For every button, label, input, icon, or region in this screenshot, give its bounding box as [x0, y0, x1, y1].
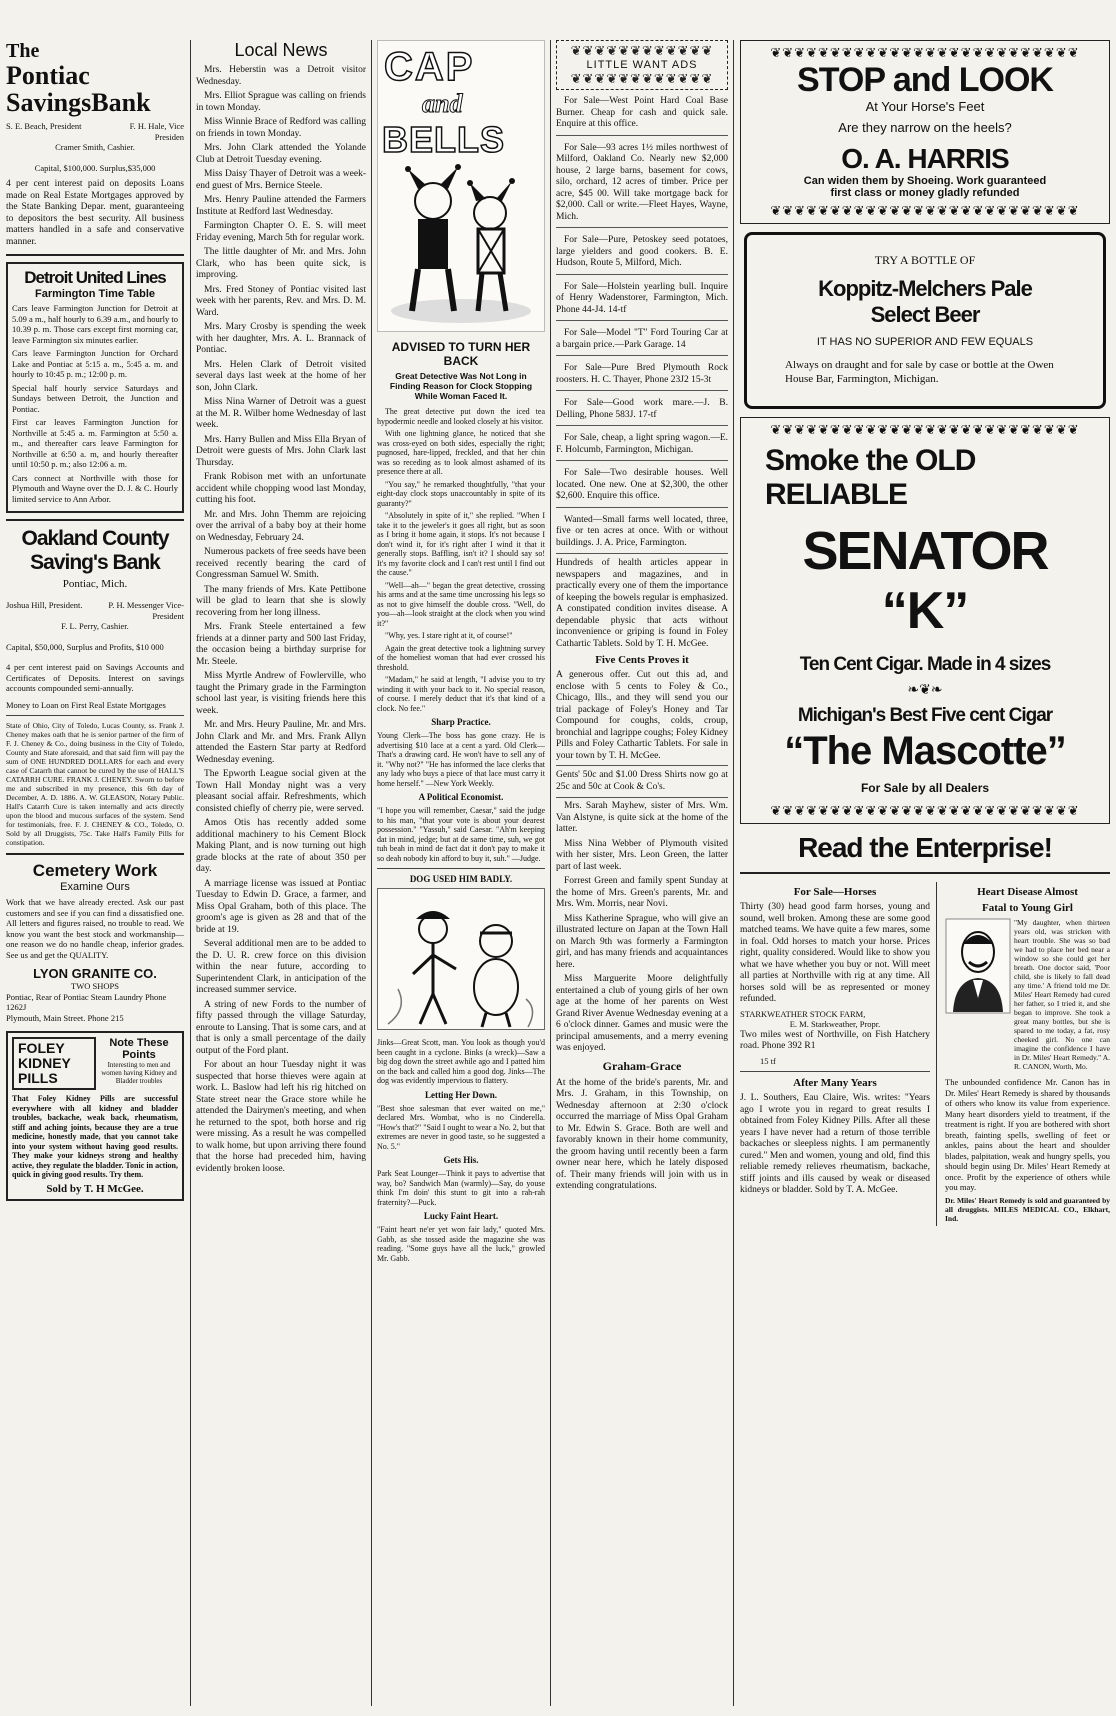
social-item: Mrs. Sarah Mayhew, sister of Mrs. Wm. Van Alstyne, is quite sick at the home of the latter.	[556, 801, 728, 834]
social-item: Miss Nina Webber of Plymouth visited with her sister, Mrs. Leon Green, the latter part of last week.	[556, 838, 728, 872]
want-ad: For Sale—Pure, Petoskey seed potatoes, large yielders and good cookers. B. E. Hudson, Route 5, Milford, Mich.	[556, 231, 728, 275]
cartoon-illustration	[377, 888, 545, 1030]
story-paragraph: The great detective put down the iced tea hypodermic needle and looked closely at his visitor.	[377, 407, 545, 426]
political-title: A Political Economist.	[418, 792, 504, 802]
want-ad: For Sale—Good work mare.—J. B. Delling, Phone 583J. 17-tf	[556, 394, 728, 426]
local-news-item: Mrs. Frank Steele entertained a few friends at a dinner party and 500 last Friday, the occasion being a birthday surprise for Mr. Steele.	[196, 622, 366, 667]
foley-sold-by: Sold by T. H McGee.	[46, 1182, 144, 1195]
story-paragraph: Again the great detective took a lightning survey of the homeliest woman that had ever crossed his threshold.	[377, 643, 545, 672]
farm-code: 15 tf	[760, 1055, 776, 1066]
want-ad: For Sale—Pure Bred Plymouth Rock roosters. H. C. Thayer, Phone 23J2 15-3t	[556, 359, 728, 391]
local-news-item: Numerous packets of free seeds have been received recently bearing the card of Congressman Samuel W. Smith.	[196, 547, 366, 580]
masthead-cap: CAP	[384, 45, 475, 89]
harris-question: Are they narrow on the heels?	[838, 120, 1012, 135]
beer-try: TRY A BOTTLE OF	[874, 253, 976, 267]
local-news-item: Mrs. John Clark attended the Yolande Club at Detroit Tuesday evening.	[196, 143, 366, 165]
local-news-item: Mrs. Heberstin was a Detroit visitor Wednesday.	[196, 65, 366, 87]
story-paragraph: "You say," he remarked thoughtfully, "that your eight-day clock stops unaccountably in spite of its guaranty?"	[377, 479, 545, 508]
harris-line-2: first class or money gladly refunded	[830, 187, 1020, 199]
cartoon-title: DOG USED HIM BADLY.	[409, 874, 513, 884]
bank-body: 4 per cent interest paid on deposits Loans made on Real Estate Mortgages approved by the State Banking Depar. ment, guaranteeing to depositors the best security. All business matters handled in a safe and conservative manner.	[6, 179, 184, 247]
want-ads-header	[556, 40, 728, 90]
cemetery-body: Work that we have already erected. Ask our past customers and see if you can find a dissatisfied one. All letters and figures raised, no trouble to read. We know you want the best stock and workmanship—one reason we do no handle cheap, inferior grades. See us and get the QUALITY.	[6, 897, 184, 960]
want-ad: For Sale—West Point Hard Coal Base Burner. Cheap for cash and quick sale. Enquire at this office.	[556, 92, 728, 136]
column-3	[377, 40, 545, 1706]
ocsb-title-1: Oakland County	[21, 527, 169, 550]
story-paragraph: "Madam," he said at length, "I advise you to try winding it with your back to it. No special reason, of course. I merely deduct that it's that kind of a clock. No fee."	[377, 675, 545, 713]
heart-title-1: Heart Disease Almost	[977, 886, 1078, 898]
oakland-county-savings-bank-ad	[6, 527, 184, 710]
detroit-united-lines-ad	[6, 262, 184, 513]
local-news-item: Mrs. Henry Pauline attended the Farmers Institute at Redford last Wednesday.	[196, 195, 366, 217]
social-item: Forrest Green and family spent Sunday at the home of Mrs. Green's parents, Mr. and Mrs. Wm. Morris, near Novi.	[556, 876, 728, 909]
farm-location: Two miles west of Northville, on Fish Hatchery road. Phone 392 R1	[740, 1029, 930, 1051]
social-item: Miss Marguerite Moore delightfully entertained a club of young girls of her own age at the home of her parents on West Grand River Avenue Wednesday evening at a 6 o'clock dinner. Games and music were the principal amusements, and a merry evening was enjoyed.	[556, 974, 728, 1053]
lyon-granite-name: LYON GRANITE CO.	[33, 966, 157, 981]
local-news-title: Local News	[234, 40, 328, 60]
dul-para: Cars connect at Northville with those for Plymouth and Wayne over the D. J. & C. Hourly limited service to Ann Arbor.	[12, 472, 178, 504]
local-news-item: Miss Myrtle Andrew of Fowlerville, who taught the Primary grade in the Farmington school last year, is visiting friends here this week.	[196, 671, 366, 716]
border-ornament: ❦❦❦❦❦❦❦❦❦❦❦❦❦❦❦❦❦❦❦❦❦❦❦❦❦❦	[770, 45, 1080, 60]
want-ad: For Sale—Model "T" Ford Touring Car at a bargain price.—Park Garage. 14	[556, 324, 728, 356]
column-1	[6, 40, 184, 1706]
local-news-item: A string of new Fords to the number of fifty passed through the village Saturday, enroute to Lansing. That is some cars, and at that is only a small percentage of the daily output of the Ford plant.	[196, 999, 366, 1056]
ocsb-loans: Money to Loan on First Real Estate Mortgages	[6, 699, 166, 710]
social-item: Miss Katherine Sprague, who will give an illustrated lecture on Japan at the Town Hall on March 9th was formerly a Farmington girl, and has many friends and acquaintances here.	[556, 913, 728, 970]
local-news-item: Miss Nina Warner of Detroit was a guest at the M. R. Wilber home Wednesday of last week.	[196, 397, 366, 430]
gets-his-body: Park Seat Lounger—Think it pays to advertise that way, bo? Sandwich Man (warmly)—Say, do youse think I'm doin' this stunt to git into a rah-rah fraternity?—Puck.	[377, 1169, 545, 1207]
border-ornament: ❦❦❦❦❦❦❦❦❦❦❦❦❦❦❦❦❦❦❦❦❦❦❦❦❦❦	[770, 803, 1080, 818]
lucky-title: Lucky Faint Heart.	[423, 1211, 499, 1221]
portrait-illustration	[945, 918, 1011, 1014]
local-news-item: The many friends of Mrs. Kate Pettibone will be glad to learn that she is slowly recovering from her long illness.	[196, 584, 366, 618]
local-news-item: Mrs. Mary Crosby is spending the week with her daughter, Mrs. A. L. Brannack of Pontiac.	[196, 322, 366, 355]
dul-para: First car leaves Farmington Junction for Northville at 5:45 a. m. Farmington at 5:50 a. m., and thereafter cars leave Farmington for Northville at 6:50 a. m, and hourly thereafter until 10:50 p. m.; also 12:06 a. m.	[12, 417, 178, 469]
dul-title: Detroit United Lines	[24, 268, 166, 287]
cigar-ten-cent: Ten Cent Cigar. Made in 4 sizes	[799, 654, 1051, 675]
column-rule	[190, 40, 191, 1706]
bank-name-2: SavingsBank	[6, 88, 151, 117]
ocsb-president: Joshua Hill, President.	[6, 600, 83, 610]
local-news-item: Mr. and Mrs. John Themm are rejoicing over the arrival of a baby boy at their home on Wednesday, February 24.	[196, 509, 366, 543]
local-news-item: A marriage license was issued at Pontiac Tuesday to Edwin D. Grace, a farmer, and Miss Opal Graham, both of this place. The groom's age is given as 28 and that of the bride at 19.	[196, 878, 366, 935]
gents-shirts: Gents' 50c and $1.00 Dress Shirts now go at 25c and 50c at Cook & Co's.	[556, 765, 728, 798]
cemetery-work-ad	[6, 861, 184, 1023]
foley-note-sub: Interesting to men and women having Kidney and Bladder troubles	[101, 1061, 177, 1085]
want-ad: For Sale—93 acres 1½ miles northwest of Milford, Oakland Co. Nearly new $2,000 house, 2 large barns, basement for cows, silo, orchard, 12 acres of timber. Price per acre, $45 00. Will take mortgage back for $2,000. Call or write.—Fleet Hayes, Wayne, Mich.	[556, 139, 728, 229]
masthead-bells: BELLS	[382, 119, 506, 160]
local-news-list	[196, 65, 366, 1175]
harris-headline: STOP and LOOK	[797, 61, 1053, 99]
beer-name-2: Select Beer	[870, 302, 980, 327]
farm-name: STARKWEATHER STOCK FARM,	[740, 1008, 866, 1019]
cemetery-subtitle: Examine Ours	[60, 881, 130, 893]
cigar-smoke: Smoke the OLD	[765, 444, 976, 477]
heart-title-2: Fatal to Young Girl	[982, 902, 1073, 914]
want-ads-list	[556, 92, 728, 554]
cemetery-title: Cemetery Work	[32, 861, 158, 880]
harris-ad	[740, 40, 1110, 224]
local-news-item: Mrs. Elliot Sprague was calling on friends in town Monday.	[196, 91, 366, 113]
bank-vice-president: F. H. Hale, Vice Presiden	[129, 121, 184, 142]
beer-tagline: IT HAS NO SUPERIOR AND FEW EQUALS	[816, 336, 1034, 348]
foley-kidney-pills-ad	[6, 1031, 184, 1201]
cigar-michigan: Michigan's Best Five cent Cigar	[797, 705, 1053, 726]
dul-para: Special half hourly service Saturdays and Sundays between Detroit, the Junction and Pontiac.	[12, 382, 178, 414]
after-many-years-body: J. L. Southers, Eau Claire, Wis. writes: "Years ago I wrote you in regard to great results I obtained from Foley Kidney Pills. After all these years I have never had a return of those terrible backaches or sleepless nights. I am permanently cured." Men and women, young and old, find this reliable remedy relieves rheumatism, backache, stiff joints and ills caused by weak or diseased kidneys or bladder. Sold by T. A. McGee.	[740, 1093, 930, 1195]
bell-ornament: ❦❦❦❦❦❦❦❦❦❦❦❦	[570, 71, 714, 86]
cap-and-bells-masthead	[377, 40, 545, 332]
story-headline: ADVISED TO TURN HER BACK	[391, 340, 531, 368]
foley-note-title: Note These Points	[109, 1037, 169, 1061]
dul-para: Cars leave Farmington Junction for Detroit at 5.09 a m., half hourly to 6.39 a.m., and hourly to 10.39 p. m. Those cars except first morning car, leave Farmington six minutes earlier.	[12, 303, 178, 345]
local-news-item: Mrs. Harry Bullen and Miss Ella Bryan of Detroit were guests of Mrs. John Clark last Thursday.	[196, 434, 366, 468]
lyon-location-2: Plymouth, Main Street. Phone 215	[6, 1012, 124, 1023]
masthead-and: and	[422, 89, 463, 118]
local-news-item: Mr. and Mrs. Heury Pauline, Mr. and Mrs. John Clark and Mr. and Mrs. Frank Allyn attended the Eastern Star party at Redford Wednesday evening.	[196, 720, 366, 765]
harris-name: O. A. HARRIS	[841, 143, 1009, 174]
graham-grace-title: Graham-Grace	[602, 1058, 682, 1073]
harris-line-1: Can widen them by Shoeing. Work guaranteed	[803, 175, 1047, 187]
letdown-body: "Best shoe salesman that ever waited on me," declared Mrs. Wombat, who is no Cinderella. "How's that?" "Said I ought to wear a No. 2, but that extremes are never in good taste, so he suggested a No. 5."	[377, 1103, 545, 1151]
column-4	[556, 40, 728, 1706]
local-news-item: For about an hour Tuesday night it was suspected that horse thieves were again at work. L. Baslow had left his rig hitched on State street near the Grace store while he attended the Dairymen's meeting, and when he returned to the spot, both horse and rig were missing. As a result he was compelled to walk home, but upon arriving there found that the horse had preceded him, having evidently broken loose.	[196, 1060, 366, 1174]
story-paragraph: "Well—ah—" began the great detective, crossing his arms and at the same time uncrossing his legs so as not to give himself the double cross. "Well, do you—ah—look straight at the clock when you wind it?"	[377, 580, 545, 628]
lucky-body: "Faint heart ne'er yet won fair lady," quoted Mrs. Gabb, as she tossed aside the magazine she was reading. "Some guys have all the luck," growled Mr. Gabb.	[377, 1225, 545, 1263]
beer-body: Always on draught and for sale by case or bottle at the Owen House Bar, Farmington, Michigan.	[785, 359, 1054, 385]
local-news-item: The little daughter of Mr. and Mrs. John Clark, who has been quite sick, is improving.	[196, 247, 366, 280]
heart-footer: Dr. Miles' Heart Remedy is sold and guaranteed by all druggists. MILES MEDICAL CO., Elkhart, Ind.	[945, 1195, 1110, 1223]
ocsb-title-2: Saving's Bank	[30, 551, 160, 574]
cigar-senator: SENATOR	[802, 521, 1048, 581]
foley-body: That Foley Kidney Pills are successful everywhere with all kidney and bladder troubles, backache, weak back, rheumatism, stiff and aching joints, because they are a true medicine, honestly made, that you cannot take into your system without having good results. They make your kidneys strong and healthy active, they regulate the bladder. Tonic in action, quick in giving good results. Try them.	[12, 1094, 178, 1179]
harris-sub: At Your Horse's Feet	[865, 99, 985, 114]
dul-para: Cars leave Farmington Junction for Orchard Lake and Pontiac at 5:15 a. m., 5:45 a. m. and hourly to 10:45 p. m.; 12:00 p. m.	[12, 348, 178, 379]
cigar-mascotte: “The Mascotte”	[784, 729, 1066, 773]
horses-body: Thirty (30) head good farm horses, young and sound, well broken. Among these are some good matched teams. We have quite a few mares, some in foal. Odd horses to match your horse. Prices right, quality considered. Would like to show you what we have whether you buy or not. Will meet all parties at Northville with rig at any time. All horses sold will be as represented or money refunded.	[740, 902, 930, 1004]
heart-disease-ad	[945, 882, 1110, 1226]
local-news-item: Mrs. Helen Clark of Detroit visited several days last week at the home of her son, John Clark.	[196, 359, 366, 393]
border-ornament: ❦❦❦❦❦❦❦❦❦❦❦❦❦❦❦❦❦❦❦❦❦❦❦❦❦❦	[770, 203, 1080, 218]
column-rule	[550, 40, 551, 1706]
ocsb-cashier: F. L. Perry, Cashier.	[61, 621, 129, 631]
story-paragraph: "Absolutely in spite of it," she replied. "When I take it to the jeweler's it goes all right, but as soon as I bring it home again, it stops. It's not because I don't wind it, for it's right after I wind it that it generally stops. Baffling, isn't it? I should say so! It's my favorite clock and I can't rest until I find out the cause."	[377, 511, 545, 577]
want-ads-title: LITTLE WANT ADS	[586, 59, 698, 71]
ocsb-city: Pontiac, Mich.	[62, 578, 128, 590]
beer-name-1: Koppitz-Melchers Pale	[818, 276, 1032, 301]
border-ornament: ❦❦❦❦❦❦❦❦❦❦❦❦❦❦❦❦❦❦❦❦❦❦❦❦❦❦	[770, 422, 1080, 437]
ocsb-body: 4 per cent interest paid on Savings Accounts and Certificates of Deposits. Interest on savings accounts compounded semi-annually.	[6, 662, 184, 693]
bank-the: The	[6, 40, 40, 62]
ocsb-capital: Capital, $50,000, Surplus and Profits, $10 000	[6, 641, 164, 652]
story-body	[377, 407, 545, 713]
social-notes	[556, 801, 728, 1055]
beer-ad	[744, 232, 1106, 409]
health-article: Hundreds of health articles appear in newspapers and magazines, and in practically every one of them the importance of keeping the bowels regular is emphasized. A constipated condition invites disease. A dependable physic that acts without inconvenience or griping is found in Foley Cathartic Tablets. Sold by T. H. McGee.	[556, 558, 728, 649]
column-5	[740, 40, 1110, 1706]
lyon-location-1: Pontiac, Rear of Pontiac Steam Laundry Phone 1262J	[6, 991, 167, 1012]
jester-illustration	[378, 161, 544, 329]
flourish-ornament: ❧❦❧	[907, 683, 943, 698]
five-cents-title: Five Cents Proves it	[595, 654, 689, 666]
catarrh-notice: State of Ohio, City of Toledo, Lucas County, ss. Frank J. Cheney makes oath that he is senior partner of the firm of F. J. Cheney & Co., doing business in the City of Toledo, County and State aforesaid, and that said firm will pay the sum of ONE HUNDRED DOLLARS for each and every case of Catarrh that cannot be cured by the use of HALL'S CATARRH CURE. FRANK J. CHENEY. Sworn to before me and subscribed in my presence, this 6th day of December, A. D. 1886. A. W. GLEASON, Notary Public. Hall's Catarrh Cure is taken internally and acts directly upon the blood and mucous surfaces of the system. Send for testimonials, free. F. J. CHENEY & CO., Toledo, O. Sold by all Druggists, 75c. Take Hall's Family Pills for constipation.	[6, 721, 184, 847]
graham-grace-body: At the home of the bride's parents, Mr. and Mrs. J. Graham, in this Township, on Wednesday afternoon at 2:30 o'clock occurred the marriage of Miss Opal Graham to Mr. Edwin S. Grace. Both are well and favorably known in their home community, the groom having until recently been a farm owner near here, which he lately disposed of. Their many friends will join with us in extending congratulations.	[556, 1077, 728, 1191]
horses-title: For Sale—Horses	[793, 886, 877, 898]
cigar-reliable: RELIABLE	[765, 478, 907, 511]
sharp-practice-title: Sharp Practice.	[431, 717, 491, 727]
cigar-dealers: For Sale by all Dealers	[860, 781, 990, 795]
letdown-title: Letting Her Down.	[424, 1089, 498, 1100]
cartoon-caption: Jinks—Great Scott, man. You look as though you'd been caught in a cyclone. Binks (a wreck)—Saw a big dog down the street awhile ago and I patted him on the back and called him a good dog. Jinks—The dog was evidently impervious to flattery.	[377, 1038, 545, 1085]
ocsb-vice-president: P. H. Messenger Vice-President	[108, 600, 184, 621]
want-ad: For Sale—Two desirable houses. Well located. One new. One at $2,300, the other $2,600. Enquire this office.	[556, 464, 728, 508]
column-rule	[371, 40, 372, 1706]
local-news-item: Frank Robison met with an unfortunate accident while chopping wood last Monday, cutting his foot.	[196, 472, 366, 505]
lyon-shops: TWO SHOPS	[71, 981, 119, 991]
local-news-item: Miss Winnie Brace of Redford was calling on friends in town Monday.	[196, 117, 366, 139]
bank-president: S. E. Beach, President	[6, 121, 82, 131]
local-news-item: Miss Daisy Thayer of Detroit was a week-end guest of Mrs. Bernice Steele.	[196, 169, 366, 191]
senator-cigar-ad	[740, 417, 1110, 824]
dul-subtitle: Farmington Time Table	[35, 288, 155, 300]
after-many-years-title: After Many Years	[793, 1077, 877, 1089]
foley-logo: FOLEY KIDNEY PILLS	[12, 1037, 96, 1090]
farm-proprietor: E. M. Starkweather, Propr.	[789, 1019, 881, 1029]
five-cents-body: A generous offer. Cut out this ad, and enclose with 5 cents to Foley & Co., Chicago, Ills., and they will send you our trial package of Foley's Honey and Tar Compound for coughs, colds, croup, bronchial and lagrippe coughs; Foley Kidney Pills and Foley Cathartic Tablets. For sale in your town by T. H. McGee.	[556, 670, 728, 761]
bank-name-1: Pontiac	[6, 61, 90, 90]
heart-body: The unbounded confidence Mr. Canon has in Dr. Miles' Heart Remedy is shared by thousands of others who know its value from experience. Many heart disorders yield to treatment, if the treatment is right. If you are bothered with short breath, fainting spells, swelling of feet or ankles, pains about the heart and shoulder blades, palpitation, weak and hungry spells, you should begin using Dr. Miles' Heart Remedy at once. Profit by the experience of others while you may.	[945, 1077, 1110, 1192]
local-news-item: Farmington Chapter O. E. S. will meet Friday evening, March 5th for regular work.	[196, 221, 366, 243]
sharp-practice-body: Young Clerk—The boss has gone crazy. He is advertising $10 lace at a cent a yard. Old Clerk—That's a drawing card. He won't have to sell any of it. "Why not?" "He has informed the lace clerks that any lady who buys a piece of that lace must carry it home herself." —New York Weekly.	[377, 731, 545, 788]
local-news-item: Mrs. Fred Stoney of Pontiac visited last week with her parents, Rev. and Mrs. D. M. Ward.	[196, 284, 366, 318]
story-subhead: Great Detective Was Not Long in Finding Reason for Clock Stopping While Woman Faced It.	[389, 371, 533, 401]
want-ad: Wanted—Small farms well located, three, five or ten acres at once. With or without buildings. J. A. Price, Farmington.	[556, 511, 728, 555]
local-news-item: The Epworth League social given at the Town Hall Monday night was a very pleasant social affair. Refreshments, which consisted chiefly of cherry pie, were served.	[196, 769, 366, 814]
political-body: "I hope you will remember, Caesar," said the judge to his man, "that your vote is about your dearest possession." "Yassuh," said Caesar. "Ah'm keeping dat in mind, jedge; but at de same time, suh, we got tuh beah in mind de fact dat it don't pay to make it so deah nobody kin afford to buy it, suh." —Judge.	[377, 806, 545, 863]
cigar-k: “K”	[881, 582, 969, 640]
local-news-item: Several additional men are to be added to the D. U. R. crew force on this division within the near future, according to Superintendent Clark, in anticipation of the increased summer service.	[196, 939, 366, 995]
pontiac-savings-bank-ad	[6, 40, 184, 248]
local-news-item: Amos Otis has recently added some additional machinery to his Cement Block Making Plant, and is now turning out high grade blocks at the rate of about 350 per day.	[196, 818, 366, 874]
story-paragraph: "Why, yes. I stare right at it, of course!"	[385, 631, 513, 640]
column-2-local-news	[196, 40, 366, 1706]
column-rule	[733, 40, 734, 1706]
horses-and-foley-column	[740, 882, 937, 1226]
story-paragraph: With one lightning glance, he noticed that she was cross-eyed on both sides, especially the right; pugnosed, hare-lipped, freckled, and that her chin was so receding as to look almost ashamed of its presence there at all.	[377, 429, 545, 476]
gets-his-title: Gets His.	[443, 1155, 479, 1165]
want-ad: For Sale—Holstein yearling bull. Inquire of Henry Wadenstorer, Farmington, Mich. Phone 44-J4. 14-tf	[556, 278, 728, 322]
bank-capital: Capital, $100,000. Surplus,$35,000	[34, 162, 156, 173]
read-the-enterprise: Read the Enterprise!	[740, 832, 1110, 874]
heart-testimonial: "My daughter, when thirteen years old, was stricken with heart trouble. She was so bad we had to place her bed near a window so she could get her breath. One doctor said, 'Poor child, she is likely to fall dead any time.' A friend told me Dr. Miles' Heart Remedy had cured her father, so I tried it, and she began to improve. She took a great many bottles, but she is spared to me today, a fat, rosy cheeked girl. No one can imagine the confidence I have in Dr. Miles' Heart Remedy." A. R. CANON, Worth, Mo.	[1014, 918, 1110, 1071]
bell-ornament: ❦❦❦❦❦❦❦❦❦❦❦❦	[570, 43, 714, 58]
want-ad: For Sale, cheap, a light spring wagon.—E. F. Holcumb, Farmington, Michigan.	[556, 429, 728, 461]
bank-cashier: Cramer Smith, Cashier.	[55, 142, 135, 152]
